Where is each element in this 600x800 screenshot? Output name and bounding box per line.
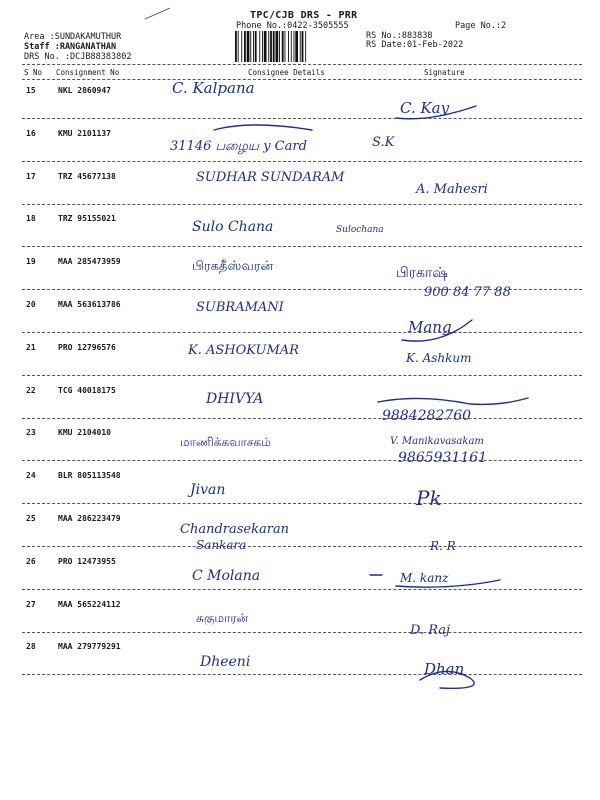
row-consignment-no: MAA 286223479 bbox=[58, 514, 121, 523]
consignee-address-16: 31146 பழைய y Card bbox=[170, 139, 307, 154]
staff-field: Staff :RANGANATHAN bbox=[24, 42, 117, 52]
row-s-no: 23 bbox=[26, 428, 36, 438]
row-consignment-no: TCG 40018175 bbox=[58, 385, 116, 395]
consignee-name-24: Jivan bbox=[190, 482, 226, 498]
row-s-no: 22 bbox=[26, 385, 36, 395]
row-s-no: 24 bbox=[26, 471, 36, 481]
rs-date: RS Date:01-Feb-2022 bbox=[366, 40, 464, 50]
consignee-name-19: பிரகதீஸ்வரன் bbox=[192, 259, 274, 274]
row-s-no: 19 bbox=[26, 257, 36, 267]
consignee-name-17: SUDHAR SUNDARAM bbox=[196, 170, 345, 185]
page-number: Page No.:2 bbox=[455, 21, 507, 31]
signature-20: Mang bbox=[408, 318, 452, 336]
signature-18: Sulochana bbox=[336, 225, 384, 235]
col-signature: Signature bbox=[424, 68, 465, 77]
row-consignment-no: MAA 285473959 bbox=[58, 257, 121, 267]
row-s-no: 27 bbox=[26, 599, 36, 609]
area-field: Area :SUNDAKAMUTHUR bbox=[24, 32, 122, 42]
document-title: TPC/CJB DRS - PRR bbox=[250, 10, 358, 21]
signature-17: A. Mahesri bbox=[416, 182, 488, 197]
signature-16: S.K bbox=[372, 135, 395, 150]
row-s-no: 20 bbox=[26, 300, 36, 309]
signature-21: K. Ashkum bbox=[406, 351, 472, 365]
phone-number: Phone No.:0422-3505555 bbox=[236, 21, 349, 31]
signature-23a: V. Manikavasakam bbox=[390, 436, 484, 447]
row-consignment-no: MAA 279779291 bbox=[58, 642, 121, 652]
row-consignment-no: PRO 12473955 bbox=[58, 556, 116, 566]
signature-23b: 9865931161 bbox=[398, 450, 488, 466]
row-s-no: 25 bbox=[26, 514, 36, 523]
row-consignment-no: PRO 12796576 bbox=[58, 342, 116, 352]
row-s-no: 26 bbox=[26, 556, 36, 566]
signature-26: M. kanz bbox=[400, 571, 449, 585]
col-s-no: S No bbox=[24, 68, 43, 77]
row-s-no: 28 bbox=[26, 642, 36, 652]
row-consignment-no: MAA 563613786 bbox=[58, 300, 121, 309]
row-s-no: 17 bbox=[26, 171, 36, 181]
signature-24: Pk bbox=[416, 486, 442, 510]
consignee-name-28: Dheeni bbox=[200, 654, 251, 670]
consignee-name-21: K. ASHOKUMAR bbox=[188, 343, 299, 358]
consignee-name-25b: Sankara bbox=[196, 538, 247, 552]
signature-27: D. Raj bbox=[410, 623, 451, 638]
consignee-name-25a: Chandrasekaran bbox=[180, 522, 290, 537]
consignee-name-26: C Molana bbox=[192, 568, 261, 584]
col-consignment: Consignment No bbox=[56, 68, 120, 77]
signature-22: 9884282760 bbox=[382, 408, 472, 424]
row-consignment-no: KMU 2104010 bbox=[58, 428, 111, 438]
signature-19b: 900 84 77 88 bbox=[424, 285, 511, 300]
signature-15: C. Kay bbox=[400, 99, 450, 117]
row-consignment-no: NKL 2860947 bbox=[58, 86, 111, 95]
row-s-no: 21 bbox=[26, 342, 36, 352]
consignee-name-20: SUBRAMANI bbox=[196, 300, 284, 315]
drs-number: DRS No. :DCJB88383802 bbox=[24, 52, 132, 62]
consignee-name-15: C. Kalpana bbox=[172, 79, 255, 97]
signature-25: R. R bbox=[430, 539, 456, 553]
row-consignment-no: KMU 2101137 bbox=[58, 128, 111, 138]
row-consignment-no: BLR 805113548 bbox=[58, 471, 121, 481]
consignee-name-16 bbox=[214, 125, 312, 130]
row-consignment-no: TRZ 95155021 bbox=[58, 214, 116, 224]
row-s-no: 15 bbox=[26, 86, 36, 95]
row-s-no: 18 bbox=[26, 214, 36, 224]
consignee-name-18: Sulo Chana bbox=[192, 219, 274, 235]
row-consignment-no: TRZ 45677138 bbox=[58, 171, 116, 181]
signature-28: Dhan bbox=[424, 660, 465, 678]
row-s-no: 16 bbox=[26, 128, 36, 138]
col-consignee: Consignee Details bbox=[248, 68, 325, 77]
signature-19a: பிரகாஷ் bbox=[396, 265, 448, 281]
rs-number: RS No.:883838 bbox=[366, 31, 433, 41]
consignee-name-27: சுகுமாரன் bbox=[196, 611, 249, 625]
consignee-name-22: DHIVYA bbox=[206, 391, 264, 407]
consignee-name-23: மாணிக்கவாசகம் bbox=[180, 435, 271, 449]
row-consignment-no: MAA 565224112 bbox=[58, 599, 121, 609]
